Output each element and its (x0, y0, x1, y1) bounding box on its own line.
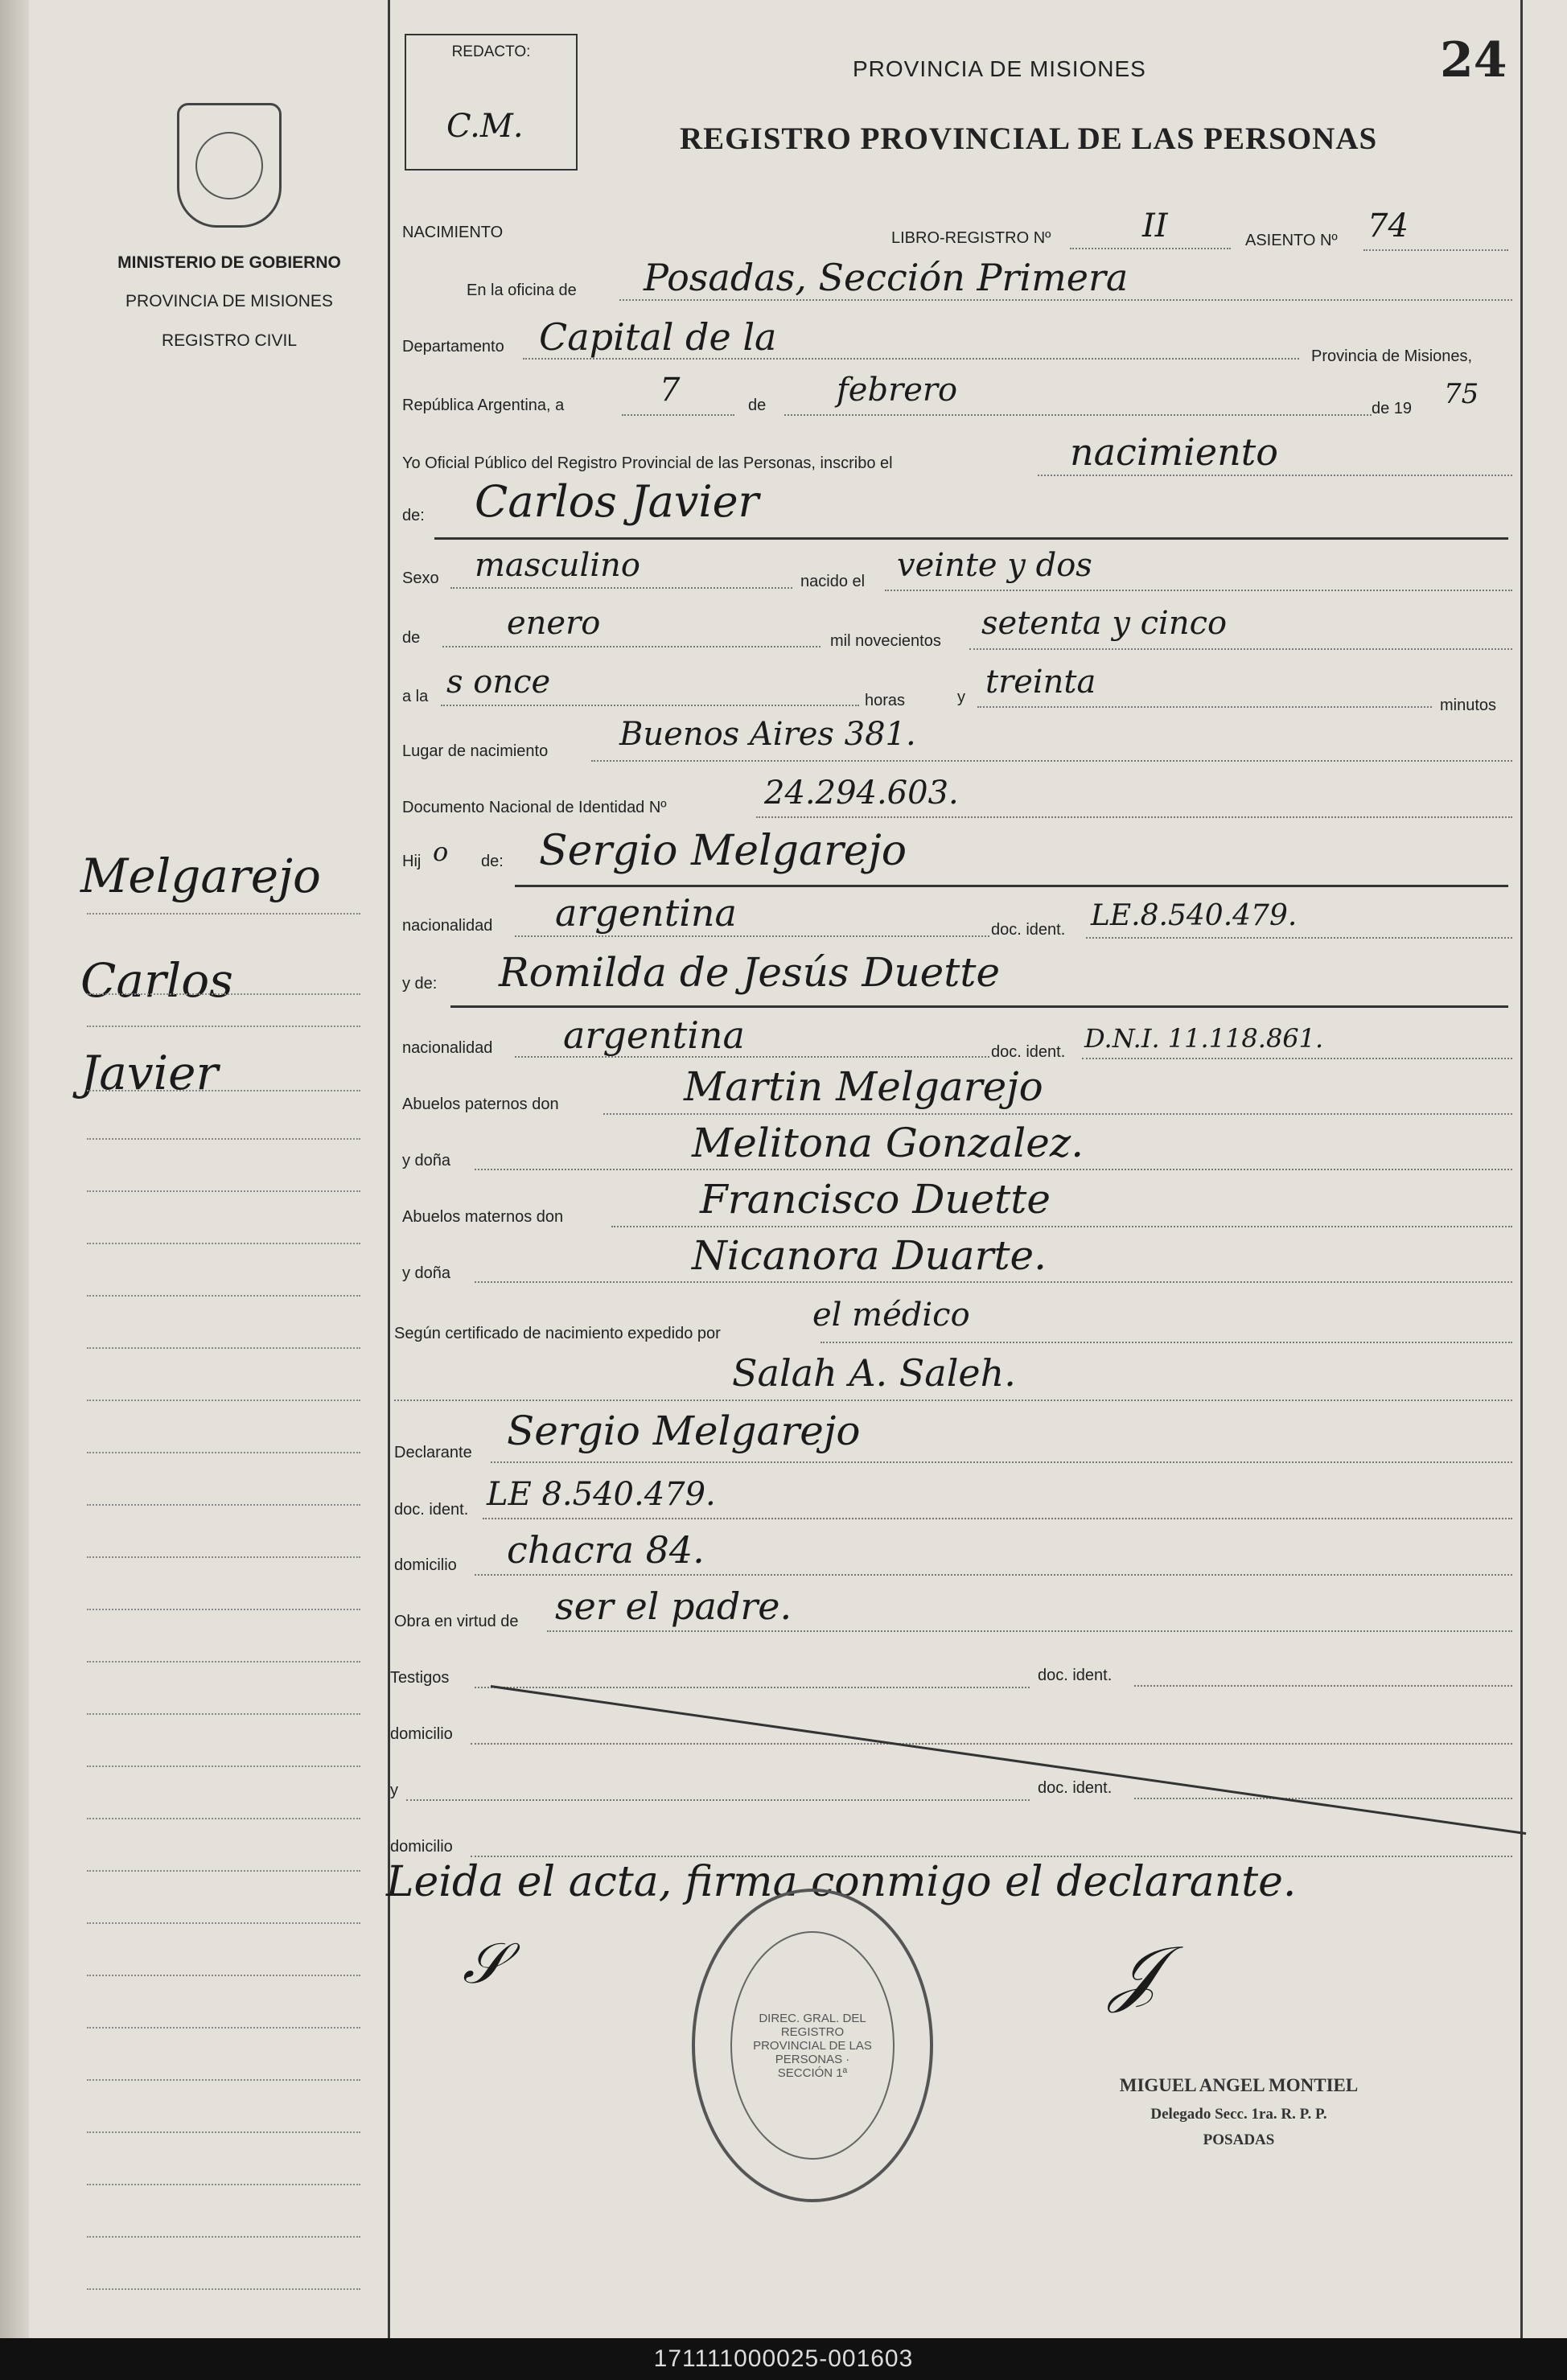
official-name: MIGUEL ANGEL MONTIEL (1119, 2075, 1359, 2095)
republica-label: República Argentina, a (402, 397, 565, 414)
padre-line (515, 885, 1508, 887)
asiento-line (1363, 249, 1508, 251)
document-code: 171111000025-001603 (0, 2338, 1567, 2380)
hora-value: s once (446, 664, 551, 701)
mes-line (784, 414, 1372, 416)
declarante-line (491, 1461, 1512, 1463)
horas-label: horas (865, 692, 906, 709)
a-la-label: a la (402, 688, 429, 705)
margin-rule (87, 1026, 360, 1027)
doc-testigo2-label: doc. ident. (1038, 1779, 1113, 1797)
margin-rule (87, 1090, 360, 1091)
doc-padre-label: doc. ident. (991, 921, 1066, 939)
margin-rule (87, 1190, 360, 1192)
domicilio-testigo2-label: domicilio (390, 1838, 453, 1856)
margin-rule (87, 1765, 360, 1767)
abuelos-paternos-label: Abuelos paternos don (402, 1095, 559, 1113)
ministry-province: PROVINCIA DE MISIONES (125, 292, 333, 310)
de-nombre-label: de: (402, 507, 425, 524)
doc-declarante-label: doc. ident. (394, 1501, 469, 1519)
y-dona-materna-label: y doña (402, 1264, 451, 1282)
doc-madre-label: doc. ident. (991, 1043, 1066, 1061)
doc-testigo2-line (1134, 1798, 1512, 1799)
declarante-value: Sergio Melgarejo (507, 1408, 861, 1454)
nacionalidad-padre-value: argentina (555, 891, 737, 935)
header-registry: REGISTRO PROVINCIAL DE LAS PERSONAS (680, 121, 1378, 156)
margin-rule (87, 2131, 360, 2133)
margin-rule (87, 1243, 360, 1244)
sexo-line (450, 587, 792, 589)
doc-padre-value: LE.8.540.479. (1091, 899, 1298, 932)
book-spine (0, 0, 29, 2338)
nacimiento-label: NACIMIENTO (402, 224, 504, 241)
nacionalidad-padre-line (515, 935, 989, 937)
margin-rule (87, 1975, 360, 1976)
redacto-label: REDACTO: (451, 43, 531, 60)
domicilio-testigo1-label: domicilio (390, 1725, 453, 1743)
dni-label: Documento Nacional de Identidad Nº (402, 799, 667, 816)
abuela-materna-line (475, 1281, 1512, 1283)
margin-rule (87, 2079, 360, 2081)
margin-rule (87, 1870, 360, 1872)
domicilio-testigo2-line (471, 1856, 1512, 1857)
departamento-value: Capital de la (539, 315, 777, 359)
margin-rule (87, 1713, 360, 1715)
official-title: Delegado Secc. 1ra. R. P. P. (1150, 2106, 1327, 2123)
nombre-line (434, 537, 1508, 540)
closing-statement: Leida el acta, firma conmigo el declarante. (386, 1858, 1297, 1906)
sexo-value: masculino (475, 547, 640, 584)
obra-line (547, 1630, 1512, 1632)
oficina-label: En la oficina de (467, 282, 577, 299)
margin-surname: Melgarejo (80, 849, 321, 903)
margin-rule (87, 1504, 360, 1506)
margin-rule (87, 913, 360, 915)
margin-rule (87, 1818, 360, 1819)
ministry-office: REGISTRO CIVIL (161, 331, 298, 350)
inscribo-line (1038, 475, 1512, 476)
dni-value: 24.294.603. (764, 775, 959, 812)
hijo-de-label: de: (481, 853, 504, 870)
abuelo-paterno-line (603, 1113, 1512, 1115)
official-signature-icon: 𝒥 (1110, 1930, 1161, 2015)
margin-rule (87, 1295, 360, 1297)
medico-line (394, 1400, 1512, 1401)
province-emblem-icon (177, 103, 282, 228)
minutos-value: treinta (985, 664, 1096, 701)
anio-nac-value: setenta y cinco (981, 605, 1228, 642)
minutos-label: minutos (1440, 697, 1497, 714)
certificado-value: el médico (812, 1297, 970, 1334)
lugar-line (591, 760, 1512, 762)
declarante-label: Declarante (394, 1444, 472, 1461)
nacido-label: nacido el (800, 573, 866, 590)
nacionalidad-padre-label: nacionalidad (402, 917, 493, 935)
abuelo-materno-value: Francisco Duette (700, 1176, 1051, 1223)
oficina-value: Posadas, Sección Primera (644, 256, 1129, 299)
certificado-line (821, 1342, 1512, 1343)
registry-seal-icon (692, 1889, 933, 2202)
oficina-line (619, 299, 1512, 301)
margin-rule (87, 1661, 360, 1663)
redacto-value: C.M. (446, 108, 524, 145)
anio-nac-line (969, 648, 1512, 650)
certificado-label: Según certificado de nacimiento expedido por (394, 1325, 721, 1342)
y-label: y (957, 689, 965, 706)
domicilio-line (475, 1574, 1512, 1576)
libro-line (1070, 248, 1231, 249)
abuela-paterna-line (475, 1169, 1512, 1170)
margin-rule (87, 2027, 360, 2029)
mes-nac-value: enero (507, 605, 601, 642)
margin-rule (87, 2236, 360, 2238)
yo-oficial-label: Yo Oficial Público del Registro Provincial de las Personas, inscribo el (402, 454, 893, 472)
lugar-label: Lugar de nacimiento (402, 742, 549, 760)
testigos-line (475, 1687, 1030, 1688)
inscribo-value: nacimiento (1070, 430, 1278, 474)
margin-rule (87, 1556, 360, 1558)
ministry-title: MINISTERIO DE GOBIERNO (117, 253, 341, 272)
page-number: 24 (1440, 32, 1507, 88)
dia-value: 7 (660, 372, 681, 409)
anio-value: 75 (1444, 378, 1479, 410)
asiento-value: 74 (1368, 208, 1409, 245)
anio-label: de 19 (1372, 400, 1413, 417)
padre-value: Sergio Melgarejo (539, 827, 907, 875)
doc-madre-value: D.N.I. 11.118.861. (1084, 1023, 1324, 1054)
seal-text: DIREC. GRAL. DEL REGISTRO PROVINCIAL DE LAS PERSONAS · SECCIÓN 1ª (753, 2011, 872, 2080)
margin-column (29, 0, 390, 2338)
doc-declarante-value: LE 8.540.479. (487, 1476, 716, 1513)
margin-rule (87, 1138, 360, 1140)
domicilio-testigo1-line (471, 1743, 1512, 1745)
redacto-box (405, 34, 578, 171)
nacionalidad-madre-value: argentina (563, 1013, 745, 1057)
testigo2-line (406, 1799, 1030, 1801)
y-de-label: y de: (402, 975, 438, 993)
domicilio-value: chacra 84. (507, 1528, 705, 1572)
doc-testigo1-line (1134, 1685, 1512, 1687)
margin-rule (87, 1400, 360, 1401)
doc-madre-line (1082, 1058, 1512, 1059)
hora-line (441, 705, 859, 706)
hijo-suffix: o (433, 836, 449, 867)
sexo-label: Sexo (402, 569, 439, 587)
abuelo-materno-line (611, 1226, 1512, 1227)
margin-rule (87, 993, 360, 995)
margin-middle-name: Javier (80, 1046, 219, 1100)
asiento-label: ASIENTO Nº (1245, 232, 1338, 249)
mil-label: mil novecientos (830, 632, 941, 650)
official-city: POSADAS (1203, 2131, 1275, 2148)
y-dona-paterna-label: y doña (402, 1152, 451, 1169)
doc-testigo1-label: doc. ident. (1038, 1667, 1113, 1684)
testigos-label: Testigos (390, 1669, 450, 1687)
libro-value: II (1142, 208, 1168, 245)
header-province: PROVINCIA DE MISIONES (853, 56, 1146, 81)
declarant-signature-icon: 𝒮 (463, 1930, 507, 1996)
abuela-materna-value: Nicanora Duarte. (692, 1232, 1047, 1279)
minutos-line (977, 706, 1432, 708)
nacido-value: veinte y dos (897, 547, 1092, 584)
de2-label: de (402, 629, 421, 647)
mes-nac-line (442, 646, 821, 647)
margin-first-name: Carlos (80, 953, 233, 1008)
obra-value: ser el padre. (555, 1585, 792, 1628)
madre-line (450, 1005, 1508, 1008)
margin-rule (87, 2288, 360, 2290)
departamento-label: Departamento (402, 338, 504, 356)
hijo-label: Hij (402, 853, 422, 870)
margin-rule (87, 1609, 360, 1610)
abuela-paterna-value: Melitona Gonzalez. (692, 1120, 1084, 1166)
lugar-value: Buenos Aires 381. (619, 716, 916, 753)
margin-rule (87, 1452, 360, 1453)
domicilio-label: domicilio (394, 1556, 457, 1574)
nombre-value: Carlos Javier (475, 476, 759, 527)
mes-value: febrero (837, 372, 958, 409)
de-label: de (748, 397, 767, 414)
dni-line (756, 816, 1512, 818)
libro-label: LIBRO-REGISTRO Nº (891, 229, 1051, 247)
margin-rule (87, 1922, 360, 1924)
obra-label: Obra en virtud de (394, 1613, 519, 1630)
medico-value: Salah A. Saleh. (732, 1351, 1016, 1395)
abuelo-paterno-value: Martin Melgarejo (684, 1063, 1043, 1110)
margin-rule (87, 2184, 360, 2185)
nacido-line (885, 590, 1512, 591)
margin-rule (87, 1347, 360, 1349)
provincia-suffix: Provincia de Misiones, (1311, 347, 1473, 365)
madre-value: Romilda de Jesús Duette (499, 949, 1001, 996)
abuelos-maternos-label: Abuelos maternos don (402, 1208, 564, 1226)
y-testigo-label: y (390, 1782, 398, 1799)
dia-line (622, 414, 734, 416)
nacionalidad-madre-label: nacionalidad (402, 1039, 493, 1057)
doc-declarante-line (483, 1518, 1512, 1519)
doc-padre-line (1086, 937, 1512, 939)
